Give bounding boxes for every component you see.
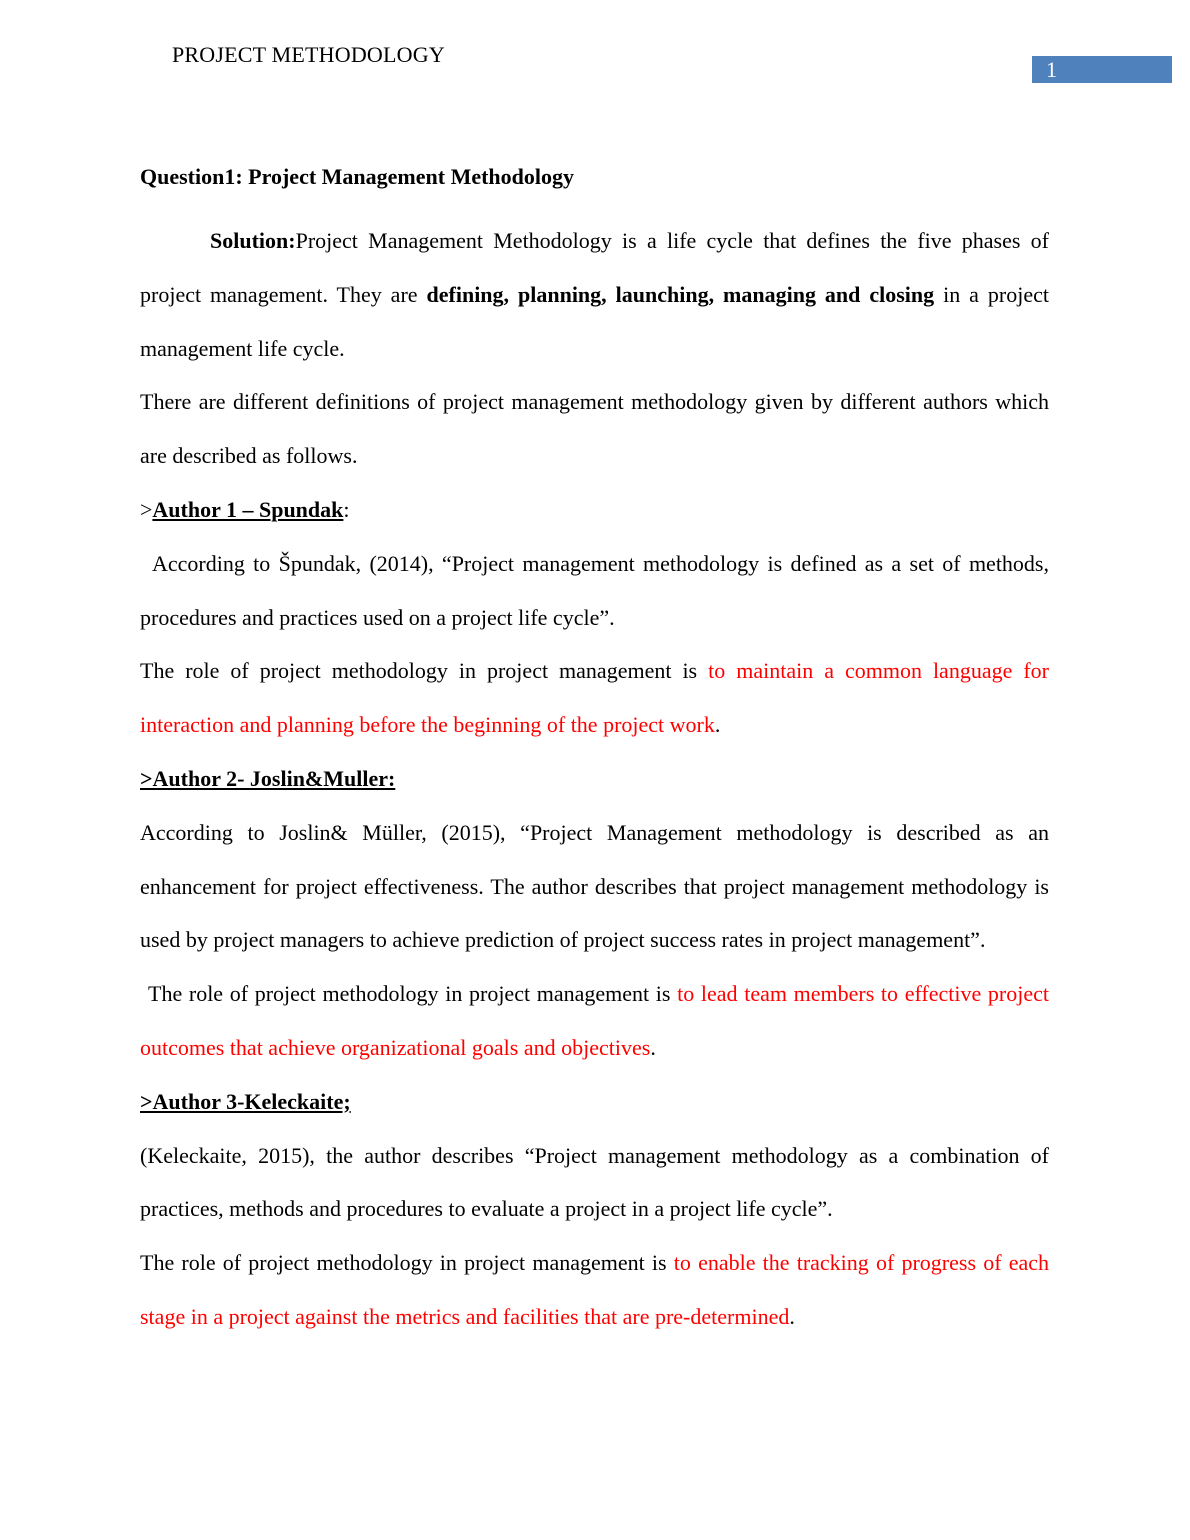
author-1-heading [140, 483, 1049, 537]
author-1-suffix: : [343, 496, 350, 522]
author-2-role-suffix: . [650, 1034, 656, 1060]
running-header-title: PROJECT METHODOLOGY [172, 42, 445, 67]
author-3-role-highlight: to enable the tracking of progress of each stage in a project against the metrics and facilities that are pre-determined [140, 1250, 1049, 1329]
author-2-heading-text: >Author 2- Joslin&Muller: [140, 765, 396, 791]
author-3-heading [140, 1075, 1049, 1129]
author-1-definition: According to Špundak, (2014), “Project management methodology is defined as a set of methods, procedures and practices used on a project life cycle”. [140, 550, 1049, 630]
author-1-role-suffix: . [714, 712, 721, 738]
solution-paragraph [140, 214, 1049, 375]
intro-paragraph: There are different definitions of project management methodology given by different authors which are described as follows. [140, 389, 1049, 469]
author-3-role-suffix: . [789, 1303, 795, 1329]
page-number: 1 [1046, 57, 1057, 82]
author-3-role-prefix: The role of project methodology in project management is [140, 1250, 674, 1276]
author-3-role [140, 1236, 1049, 1344]
author-1-prefix: > [140, 496, 153, 522]
solution-text-2: in a project management life cycle. [140, 281, 1049, 361]
author-2-heading [140, 752, 1049, 806]
author-3-definition: (Keleckaite, 2015), the author describes “Project management methodology as a combination of practices, methods and procedures to evaluate a project in a project life cycle”. [140, 1142, 1049, 1222]
author-2-role-prefix: The role of project methodology in project management is [148, 981, 678, 1007]
author-3-heading-text: >Author 3-Keleckaite; [140, 1088, 351, 1114]
question-title: Question1: Project Management Methodology [140, 164, 575, 189]
author-1-role-prefix: The role of project methodology in project management is [140, 658, 709, 684]
author-2-role [140, 967, 1049, 1075]
document-body [140, 160, 1049, 1344]
author-2-role-highlight: to lead team members to effective project outcomes that achieve organizational goals and objectives [140, 981, 1049, 1060]
author-1-heading-text: Author 1 – Spundak [152, 496, 344, 522]
author-1-role-highlight: to maintain a common language for interaction and planning before the beginning of the project work [140, 658, 1049, 738]
author-2-definition: According to Joslin& Müller, (2015), “Project Management methodology is described as an enhancement for project effectiveness. The author describes that project management methodology is used by project managers to achieve prediction of project success rates in project management”. [140, 819, 1049, 953]
author-1-role [140, 644, 1049, 752]
solution-phases: defining, planning, launching, managing and closing [426, 281, 935, 307]
page-number-badge [1032, 56, 1172, 83]
solution-text-1: Project Management Methodology is a life cycle that defines the five phases of project management. They are [140, 228, 1049, 307]
solution-label: Solution: [210, 228, 296, 253]
